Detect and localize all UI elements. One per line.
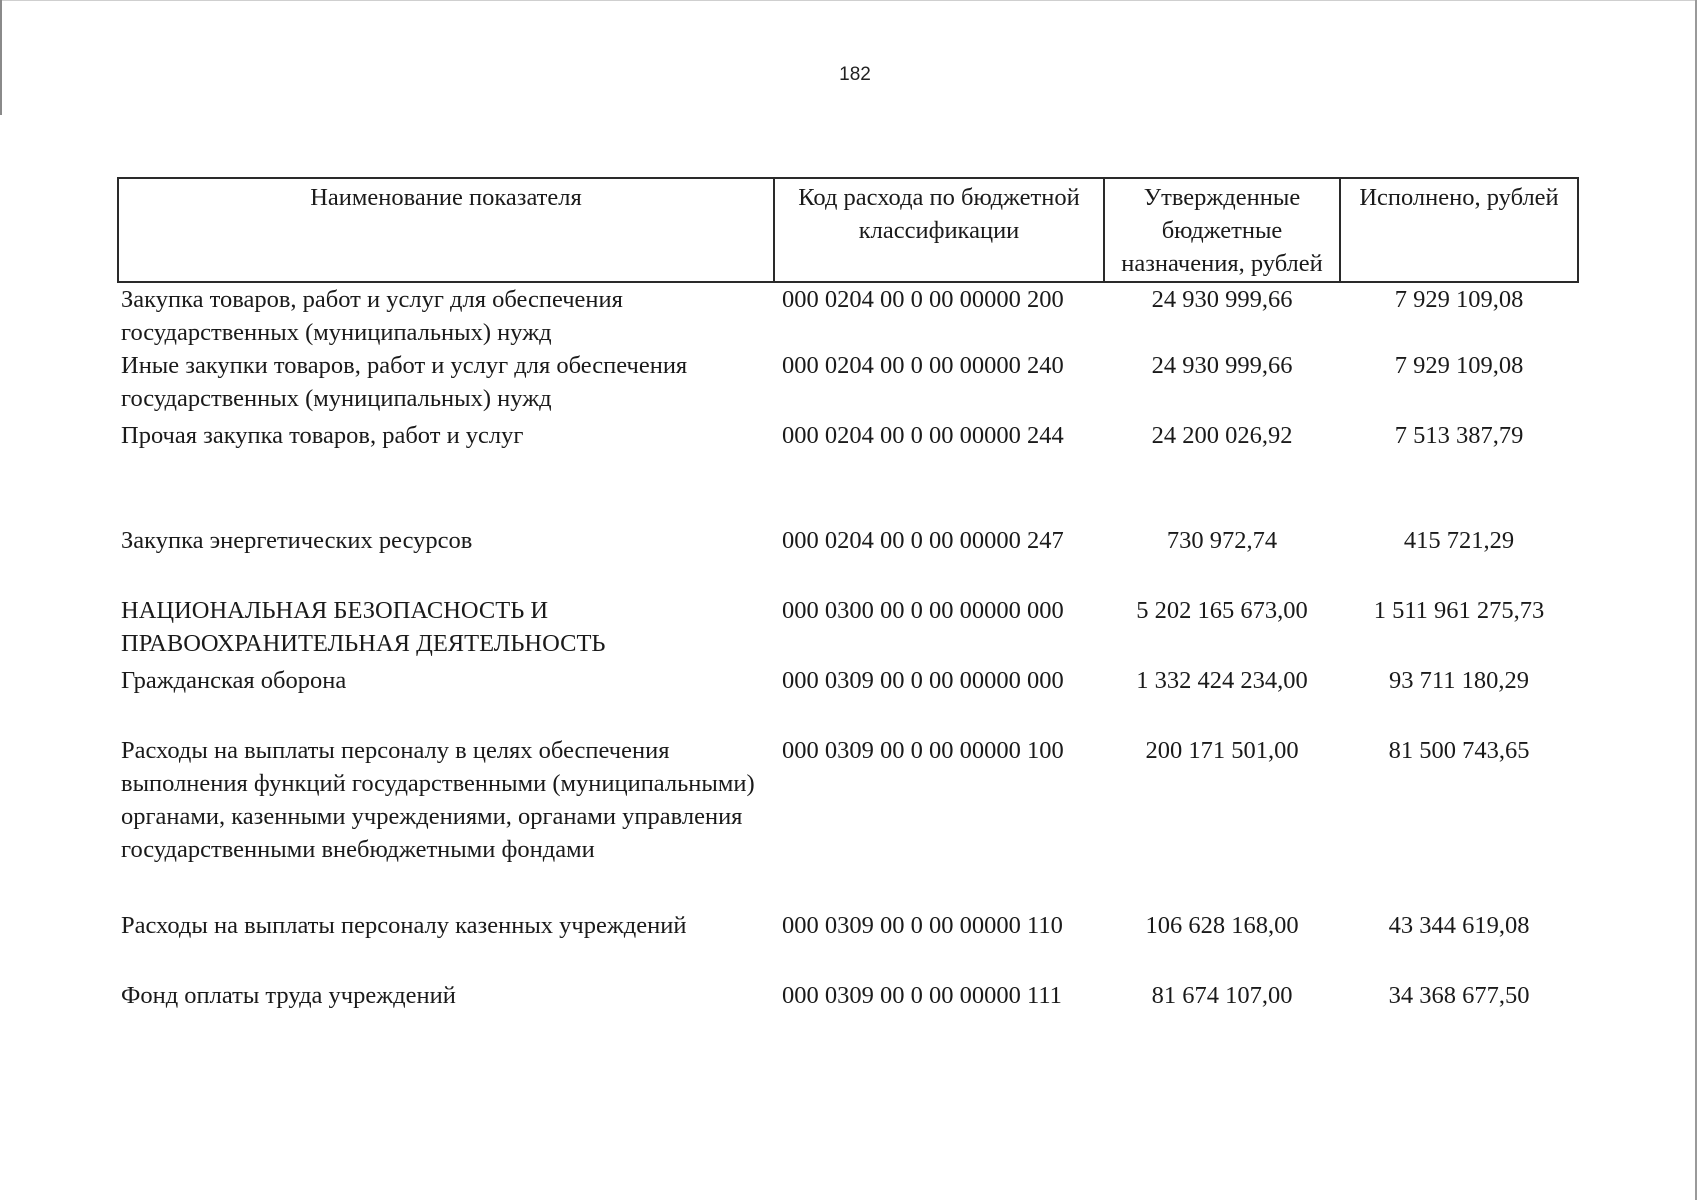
table-row [118, 664, 1578, 734]
table-row [118, 349, 1578, 419]
row-indicator-name: НАЦИОНАЛЬНАЯ БЕЗОПАСНОСТЬ И ПРАВООХРАНИТЕЛЬНАЯ ДЕЯТЕЛЬНОСТЬ [121, 597, 606, 657]
table-row [118, 419, 1578, 524]
table-row [118, 979, 1578, 1049]
row-executed-amount: 1 511 961 275,73 [1373, 597, 1545, 624]
page-number: 182 [839, 64, 871, 85]
row-approved-amount: 730 972,74 [1166, 527, 1278, 554]
row-classification-code: 000 0300 00 0 00 00000 000 [782, 597, 1064, 624]
row-classification-code: 000 0309 00 0 00 00000 110 [782, 912, 1063, 939]
row-executed-amount: 7 929 109,08 [1394, 352, 1524, 379]
row-classification-code: 000 0309 00 0 00 00000 000 [782, 667, 1064, 694]
row-classification-code: 000 0204 00 0 00 00000 247 [782, 527, 1064, 554]
row-indicator-name: Иные закупки товаров, работ и услуг для обеспечения государственных (муниципальных) нужд [121, 352, 688, 412]
table-body [118, 282, 1578, 1049]
table-row [118, 524, 1578, 594]
table-row [118, 734, 1578, 909]
row-indicator-name: Расходы на выплаты персоналу в целях обеспечения выполнения функций государственными (муниципальными) органами, казенными учреждениями, органами управления государственными внебюджетными фондами [121, 737, 755, 863]
row-executed-amount: 81 500 743,65 [1388, 737, 1530, 764]
header-row [118, 178, 1578, 282]
row-approved-amount: 81 674 107,00 [1151, 982, 1293, 1009]
row-executed-amount: 43 344 619,08 [1388, 912, 1530, 939]
row-indicator-name: Закупка товаров, работ и услуг для обеспечения государственных (муниципальных) нужд [121, 286, 623, 346]
row-classification-code: 000 0204 00 0 00 00000 244 [782, 422, 1064, 449]
row-classification-code: 000 0204 00 0 00 00000 240 [782, 352, 1064, 379]
row-approved-amount: 24 930 999,66 [1151, 352, 1293, 379]
row-indicator-name: Прочая закупка товаров, работ и услуг [121, 422, 524, 449]
table-row [118, 909, 1578, 979]
row-approved-amount: 106 628 168,00 [1145, 912, 1299, 939]
row-approved-amount: 1 332 424 234,00 [1136, 667, 1308, 694]
row-executed-amount: 34 368 677,50 [1388, 982, 1530, 1009]
budget-execution-table [117, 177, 1579, 1049]
row-approved-amount: 24 930 999,66 [1151, 286, 1293, 313]
row-approved-amount: 5 202 165 673,00 [1136, 597, 1308, 624]
row-approved-amount: 200 171 501,00 [1145, 737, 1299, 764]
table-row [118, 594, 1578, 664]
header-executed-amount: Исполнено, рублей [1340, 178, 1578, 282]
row-executed-amount: 7 513 387,79 [1394, 422, 1524, 449]
table-row [118, 282, 1578, 349]
header-approved-amount: Утвержденные бюджетные назначения, рублей [1104, 178, 1340, 282]
row-indicator-name: Закупка энергетических ресурсов [121, 527, 473, 554]
row-executed-amount: 415 721,29 [1403, 527, 1515, 554]
row-classification-code: 000 0204 00 0 00 00000 200 [782, 286, 1064, 313]
table-header [118, 178, 1578, 282]
row-executed-amount: 93 711 180,29 [1389, 667, 1529, 694]
row-indicator-name: Расходы на выплаты персоналу казенных учреждений [121, 912, 687, 939]
row-executed-amount: 7 929 109,08 [1394, 286, 1524, 313]
header-classification-code: Код расхода по бюджетной классификации [774, 178, 1104, 282]
row-indicator-name: Фонд оплаты труда учреждений [121, 982, 456, 1009]
scan-edge-left [0, 0, 2, 115]
row-classification-code: 000 0309 00 0 00 00000 100 [782, 737, 1064, 764]
row-classification-code: 000 0309 00 0 00 00000 111 [782, 982, 1062, 1009]
row-indicator-name: Гражданская оборона [121, 667, 347, 694]
header-indicator-name: Наименование показателя [118, 178, 774, 282]
scan-edge-top [0, 0, 1697, 4]
row-approved-amount: 24 200 026,92 [1151, 422, 1293, 449]
